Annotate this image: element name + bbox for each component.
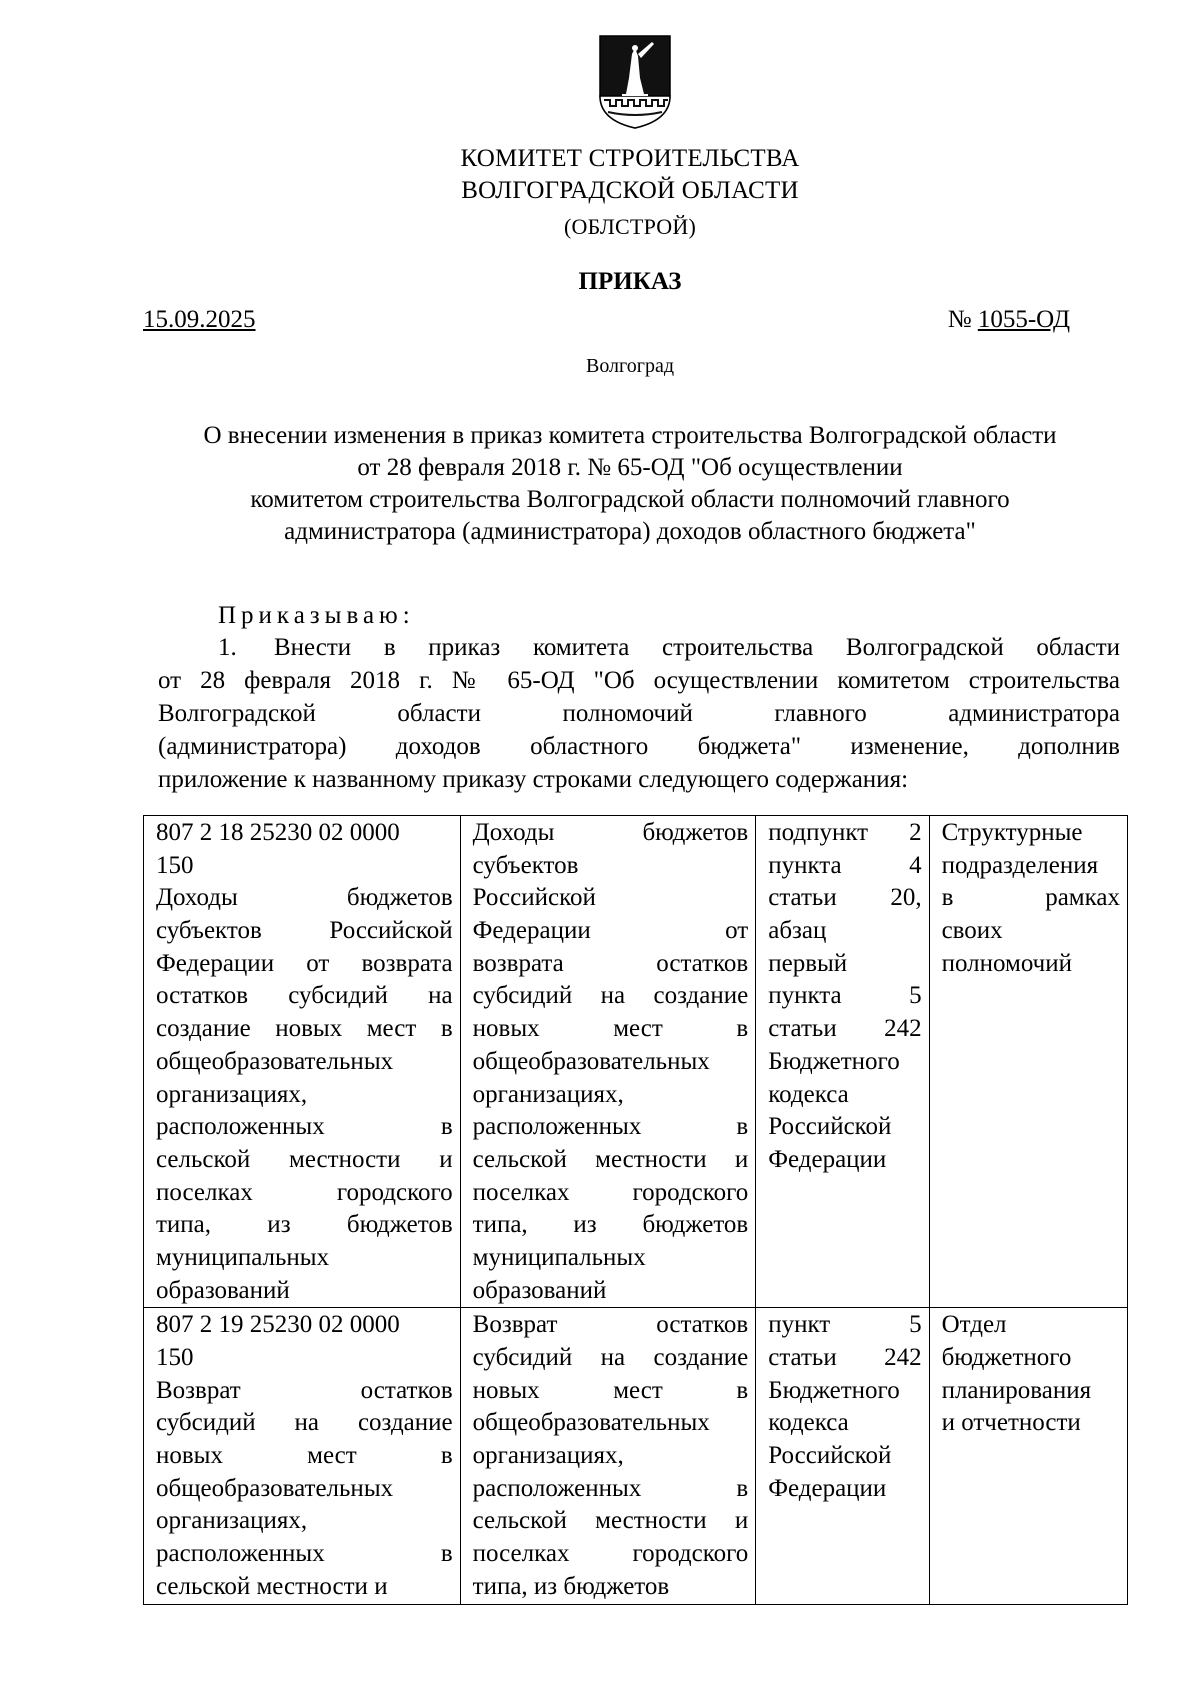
cell-line: сельской местности и: [156, 1145, 453, 1173]
cell-line: Доходы бюджетов: [156, 884, 453, 912]
cell-line: возврата остатков: [472, 949, 749, 977]
responsible-unit-cell: [929, 1308, 1127, 1604]
cell-line: субъектов Российской: [156, 917, 453, 945]
cell-line: организациях,: [472, 1442, 624, 1470]
cell-line: образований: [472, 1276, 607, 1304]
subject-line: от 28 февраля 2018 г. № 65-ОД "Об осуществлении: [357, 454, 903, 481]
subject-line: комитетом строительства Волгоградской области полномочий главного: [250, 486, 1010, 513]
paragraph-number: 1.: [218, 634, 237, 661]
responsible-unit-cell: [929, 816, 1127, 1308]
cell-line: организациях,: [472, 1080, 624, 1108]
cell-line: расположенных в: [156, 1113, 453, 1141]
paragraph-line: приложение к названному приказу строками следующего содержания:: [158, 766, 909, 793]
cell-line: Российской: [768, 1442, 892, 1470]
cell-line: субсидий на создание: [156, 1409, 453, 1437]
table-body: [144, 816, 1128, 1605]
cell-line: Структурные: [941, 819, 1083, 846]
cell-line: типа, из бюджетов: [156, 1211, 453, 1239]
cell-line: полномочий: [941, 949, 1073, 977]
cell-line: поселках городского: [472, 1540, 749, 1568]
cell-line: типа, из бюджетов: [472, 1211, 749, 1239]
cell-line: планирования: [941, 1376, 1092, 1404]
cell-line: общеобразовательных: [472, 1409, 710, 1437]
cell-line: субсидий на создание: [472, 982, 749, 1010]
paragraph-1: [158, 631, 1120, 796]
cell-line: кодекса: [768, 1080, 849, 1108]
order-number: [948, 304, 1070, 336]
number-prefix: №: [947, 306, 978, 333]
legal-basis-cell: [756, 1308, 929, 1604]
cell-line: Федерации: [768, 1474, 887, 1502]
cell-line: статьи 20,: [768, 884, 922, 912]
cell-line: и отчетности: [941, 1409, 1081, 1437]
cell-line: субъектов: [472, 851, 579, 879]
paragraph-line: (администратора) доходов областного бюджета" изменение, дополнив: [158, 733, 1120, 760]
cell-line: 150: [156, 851, 194, 879]
city: Волгоград: [585, 355, 675, 377]
cell-line: новых мест в: [472, 1015, 749, 1043]
coat-of-arms-emblem: [596, 34, 674, 130]
org-short-name: (ОБЛСТРОЙ): [564, 214, 696, 239]
cell-line: муниципальных: [156, 1243, 330, 1271]
cell-line: новых мест в: [472, 1376, 749, 1404]
cell-line: Федерации: [768, 1145, 887, 1173]
paragraph-line: Волгоградской области полномочий главного администратора: [158, 700, 1120, 727]
org-name-line1: КОМИТЕТ СТРОИТЕЛЬСТВА: [460, 145, 800, 172]
cell-line: образований: [156, 1276, 290, 1304]
cell-line: абзац: [768, 917, 827, 945]
cell-line: субсидий на создание: [472, 1344, 749, 1371]
income-codes-table: [143, 815, 1128, 1605]
number-value: 1055-ОД: [977, 306, 1070, 333]
paragraph-line-text: Внести в приказ комитета строительства Волгоградской области: [274, 634, 1120, 661]
cell-line: поселках городского: [472, 1178, 749, 1206]
cell-line: Возврат остатков: [156, 1376, 453, 1404]
doc-type-title: ПРИКАЗ: [578, 268, 682, 295]
cell-line: Федерации от: [472, 917, 749, 945]
cell-line: Бюджетного: [768, 1376, 900, 1404]
cell-line: сельской местности и: [472, 1145, 749, 1173]
cell-line: пункт 5: [768, 1311, 922, 1339]
cell-line: поселках городского: [156, 1178, 453, 1206]
cell-line: муниципальных: [472, 1243, 646, 1271]
cell-line: Отдел: [941, 1311, 1007, 1339]
cell-line: своих: [941, 917, 1003, 945]
order-date: 15.09.2025: [143, 306, 256, 333]
cell-line: 150: [156, 1344, 194, 1371]
cell-line: Российской: [768, 1113, 892, 1141]
cell-line: общеобразовательных: [156, 1474, 394, 1502]
cell-line: остатков субсидий на: [156, 982, 453, 1010]
cell-line: Федерации от возврата: [156, 949, 453, 977]
cell-line: сельской местности и: [156, 1572, 388, 1600]
paragraph-line: от 28 февраля 2018 г. № 65-ОД "Об осуществлении комитетом строительства: [158, 667, 1120, 694]
income-name-cell: [460, 1308, 756, 1604]
org-name-line2: ВОЛГОГРАДСКОЙ ОБЛАСТИ: [461, 177, 799, 204]
income-code-cell: [144, 1308, 461, 1604]
cell-line: 807 2 18 25230 02 0000: [156, 819, 400, 846]
order-subject: [130, 420, 1130, 548]
cell-line: подразделения: [941, 851, 1099, 879]
cell-line: статьи 242: [768, 1015, 922, 1043]
cell-line: сельской местности и: [472, 1507, 749, 1535]
cell-line: новых мест в: [156, 1442, 453, 1470]
cell-line: организациях,: [156, 1080, 308, 1108]
cell-line: подпункт 2: [768, 819, 922, 846]
paragraph-line: [158, 631, 1120, 664]
cell-line: бюджетного: [941, 1344, 1072, 1371]
subject-line: администратора (администратора) доходов областного бюджета": [284, 518, 976, 545]
cell-line: первый: [768, 949, 848, 977]
cell-line: типа, из бюджетов: [472, 1572, 670, 1600]
cell-line: Доходы бюджетов: [472, 819, 749, 846]
cell-line: Российской: [472, 884, 596, 912]
cell-line: расположенных в: [156, 1540, 453, 1568]
cell-line: 807 2 19 25230 02 0000: [156, 1311, 400, 1339]
cell-line: пункта 5: [768, 982, 922, 1010]
table-row: [144, 816, 1128, 1308]
legal-basis-cell: [756, 816, 929, 1308]
cell-line: Возврат остатков: [472, 1311, 749, 1339]
income-name-cell: [460, 816, 756, 1308]
cell-line: расположенных в: [472, 1474, 749, 1502]
cell-line: общеобразовательных: [156, 1047, 394, 1075]
cell-line: в рамках: [941, 884, 1120, 912]
subject-line: О внесении изменения в приказ комитета строительства Волгоградской области: [203, 422, 1057, 449]
table-row: [144, 1308, 1128, 1604]
cell-line: создание новых мест в: [156, 1015, 453, 1043]
cell-line: Бюджетного: [768, 1047, 900, 1075]
cell-line: общеобразовательных: [472, 1047, 710, 1075]
cell-line: статьи 242: [768, 1344, 922, 1371]
cell-line: организациях,: [156, 1507, 308, 1535]
income-code-cell: [144, 816, 461, 1308]
cell-line: пункта 4: [768, 851, 922, 879]
cell-line: расположенных в: [472, 1113, 749, 1141]
order-verb: Приказываю:: [218, 602, 415, 629]
cell-line: кодекса: [768, 1409, 849, 1437]
